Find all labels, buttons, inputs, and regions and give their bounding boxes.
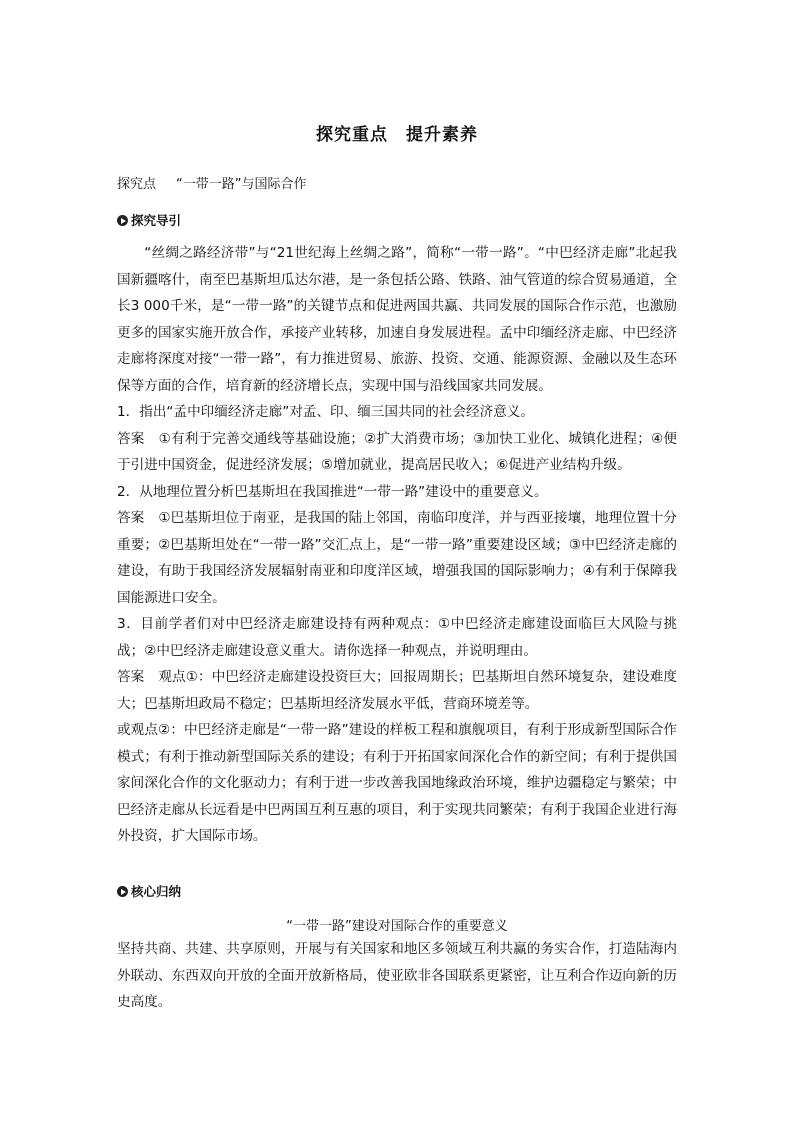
answer-label: 答案 <box>117 430 145 447</box>
play-circle-icon <box>117 215 128 226</box>
question-3: 3．目前学者们对中巴经济走廊建设持有两种观点：①中巴经济走廊建设面临巨大风险与挑战；②中巴经济走廊建设意义重大。请你选择一种观点，并说明理由。 <box>117 616 677 659</box>
answer-3-view-2: 或观点②：中巴经济走廊是“一带一路”建设的样板工程和旗舰项目，有利于形成新型国际合作模式；有利于推动新型国际关系的建设；有利于开拓国家间深化合作的新空间；有利于提供国家间深化合作的文化驱动力；有利于进一步改善我国地缘政治环境，维护边疆稳定与繁荣；中巴经济走廊从长远看是中巴两国互利互惠的项目，利于实现共同繁荣；有利于我国企业进行海外投资，扩大国际市场。 <box>117 722 677 844</box>
summary-title: “一带一路”建设对国际合作的重要意义 <box>286 919 508 934</box>
section-summary-label: 核心归纳 <box>131 884 182 899</box>
title-left: 探究重点 <box>316 125 388 145</box>
section-heading-guide <box>117 211 181 229</box>
answer-label: 答案 <box>117 510 145 526</box>
answer-2-text: ①巴基斯坦位于南亚，是我国的陆上邻国，南临印度洋，并与西亚接壤，地理位置十分重要；②巴基斯坦处在“一带一路”交汇点上，是“一带一路”重要建设区域；③中巴经济走廊的建设，有助于我国经济发展辐射南亚和印度洋区域，增强我国的国际影响力；④有利于保障我国能源进口安全。 <box>117 510 677 606</box>
section-heading-summary <box>117 882 181 900</box>
summary-paragraph: 坚持共商、共建、共享原则，开展与有关国家和地区多领域互利共赢的务实合作，打造陆海内外联动、东西双向开放的全面开放新格局，使亚欧非各国联系更紧密，让互利合作迈向新的历史高度。 <box>117 941 677 1010</box>
topic-heading <box>117 173 307 192</box>
question-2: 2．从地理位置分析巴基斯坦在我国推进“一带一路”建设中的重要意义。 <box>117 483 548 500</box>
topic-label: 探究点 <box>117 177 157 192</box>
topic-text: “一带一路”与国际合作 <box>176 177 307 192</box>
main-content <box>117 240 677 850</box>
title-right: 提升素养 <box>406 125 478 145</box>
section-guide-label: 探究导引 <box>131 213 182 228</box>
answer-1 <box>117 426 677 479</box>
summary-block <box>117 936 677 1016</box>
answer-label: 答案 <box>117 669 145 685</box>
answer-3-view-1: 观点①：中巴经济走廊建设投资巨大；回报周期长；巴基斯坦自然环境复杂，建设难度大；巴基斯坦政局不稳定；巴基斯坦经济发展水平低，营商环境差等。 <box>117 669 677 712</box>
page-title <box>0 120 794 145</box>
intro-paragraph: “丝绸之路经济带”与“21世纪海上丝绸之路”，简称“一带一路”。“中巴经济走廊”北起我国新疆喀什，南至巴基斯坦瓜达尔港，是一条包括公路、铁路、油气管道的综合贸易通道，全长3 000千米，是“一带一路”的关键节点和促进两国共赢、共同发展的国际合作示范，也激励更多的国家实施开放合作，承接产业转移，加速自身发展进程。孟中印缅经济走廊、中巴经济走廊将深度对接“一带一路”，有力推进贸易、旅游、投资、交通、能源资源、金融以及生态环保等方面的合作，培育新的经济增长点，实现中国与沿线国家共同发展。 <box>117 245 677 394</box>
question-1: 1．指出“孟中印缅经济走廊”对孟、印、缅三国共同的社会经济意义。 <box>117 404 534 420</box>
answer-2 <box>117 505 677 611</box>
play-circle-icon <box>117 886 128 897</box>
answer-3 <box>117 664 677 717</box>
answer-1-text: ①有利于完善交通线等基础设施；②扩大消费市场；③加快工业化、城镇化进程；④便于引进中国资金，促进经济发展；⑤增加就业，提高居民收入；⑥促进产业结构升级。 <box>117 430 677 473</box>
